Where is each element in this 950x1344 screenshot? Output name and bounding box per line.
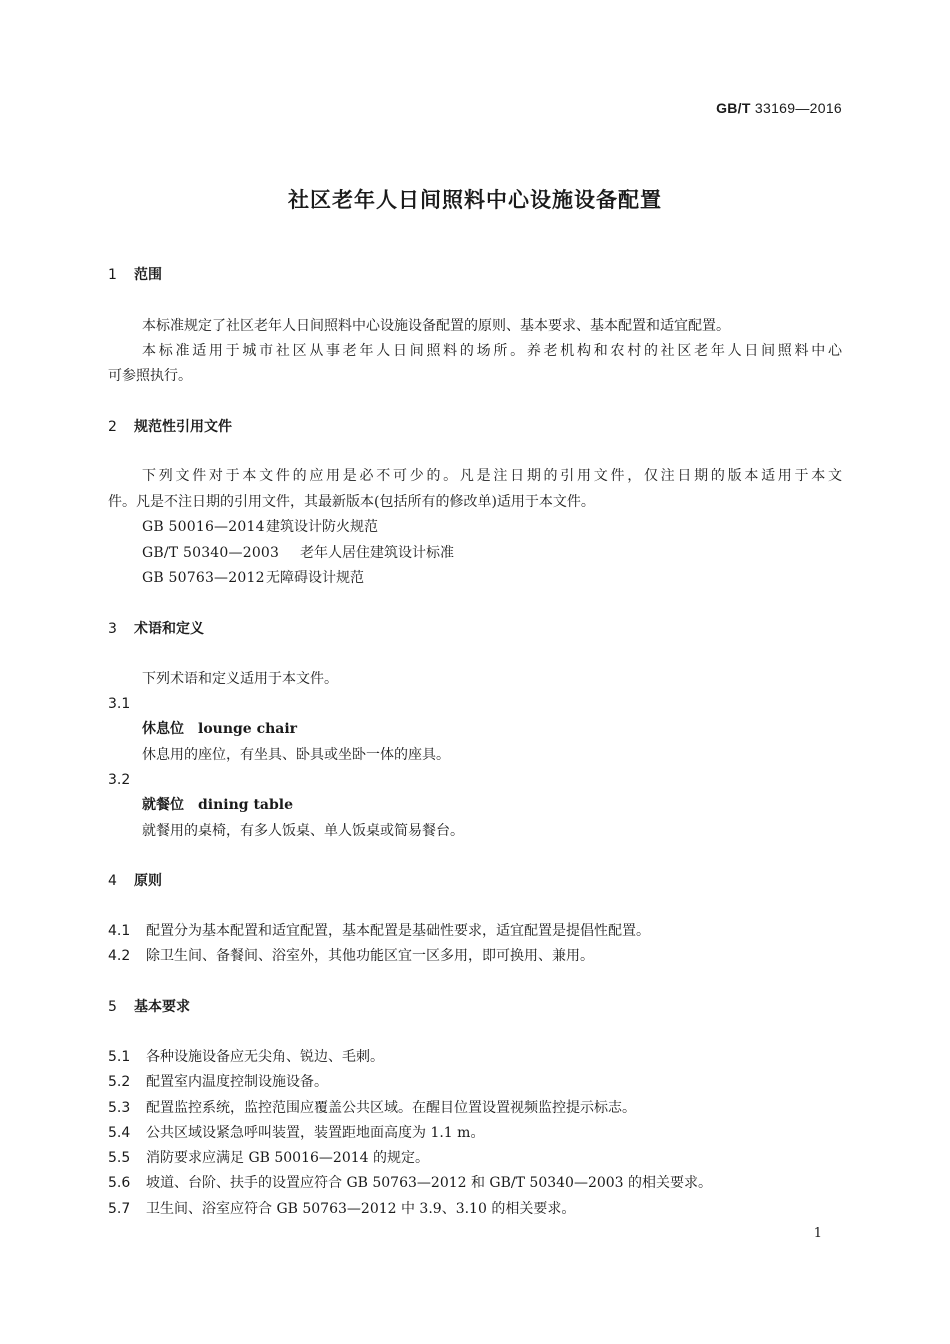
section-number: 3: [108, 621, 117, 637]
page-number: 1: [813, 1226, 822, 1241]
clause-text: 配置室内温度控制设施设备。: [146, 1074, 328, 1090]
reference-code: GB 50016—2014: [142, 519, 265, 535]
term-name: 就餐位: [142, 797, 184, 813]
section-number: 1: [108, 267, 117, 283]
clause-number: 5.7: [108, 1201, 131, 1217]
clause-number: 5.6: [108, 1175, 131, 1191]
clause-text: 配置监控系统，监控范围应覆盖公共区域。在醒目位置设置视频监控提示标志。: [146, 1100, 636, 1116]
clause-text: 配置分为基本配置和适宜配置，基本配置是基础性要求，适宜配置是提倡性配置。: [146, 923, 650, 939]
section-title: 基本要求: [134, 999, 190, 1015]
reference-code: GB/T 50340—2003: [142, 545, 280, 561]
paragraph: 下列文件对于本文件的应用是必不可少的。凡是注日期的引用文件，仅注日期的版本适用于本文: [142, 468, 842, 484]
term-english: lounge chair: [198, 721, 298, 737]
clause-number: 5.5: [108, 1150, 131, 1166]
reference-name: 老年人居住建筑设计标准: [300, 545, 454, 561]
clause: [108, 1073, 848, 1091]
term-name: 休息位: [142, 721, 184, 737]
term-english: dining table: [198, 797, 293, 813]
clause-text: 公共区域设紧急呼叫装置，装置距地面高度为 1.1 m。: [146, 1125, 485, 1141]
clause-text: 各种设施设备应无尖角、锐边、毛刺。: [146, 1049, 384, 1065]
reference-code: GB 50763—2012: [142, 570, 265, 586]
paragraph: 本标准适用于城市社区从事老年人日间照料的场所。养老机构和农村的社区老年人日间照料中心: [142, 343, 842, 359]
section-1-heading: [108, 266, 848, 284]
term-entry: [142, 720, 882, 738]
normative-reference: [142, 569, 882, 587]
paragraph: 下列术语和定义适用于本文件。: [142, 671, 338, 687]
clause: [108, 947, 848, 965]
clause-text: 除卫生间、备餐间、浴室外，其他功能区宜一区多用，即可换用、兼用。: [146, 948, 594, 964]
section-title: 规范性引用文件: [134, 419, 232, 435]
paragraph-continuation: 可参照执行。: [108, 368, 192, 384]
section-3-heading: [108, 620, 848, 638]
clause: [108, 1149, 848, 1167]
clause: [108, 922, 848, 940]
section-title: 术语和定义: [134, 621, 204, 637]
section-title: 原则: [134, 873, 162, 889]
term-definition: 休息用的座位，有坐具、卧具或坐卧一体的座具。: [142, 747, 450, 763]
clause-number: 5.2: [108, 1074, 131, 1090]
term-number: 3.2: [108, 772, 131, 788]
clause: [108, 1048, 848, 1066]
section-number: 5: [108, 999, 117, 1015]
reference-name: 建筑设计防火规范: [266, 519, 378, 535]
section-title: 范围: [134, 267, 162, 283]
standard-prefix: GB/T: [716, 100, 751, 116]
clause-number: 5.3: [108, 1100, 131, 1116]
term-definition: 就餐用的桌椅，有多人饭桌、单人饭桌或简易餐台。: [142, 823, 464, 839]
reference-name: 无障碍设计规范: [266, 570, 364, 586]
term-entry: [142, 796, 882, 814]
section-2-heading: [108, 418, 848, 436]
clause-text: 消防要求应满足 GB 50016—2014 的规定。: [146, 1150, 429, 1166]
section-5-heading: [108, 998, 848, 1016]
clause-text: 坡道、台阶、扶手的设置应符合 GB 50763—2012 和 GB/T 50340—2003 的相关要求。: [146, 1175, 713, 1191]
clause: [108, 1099, 848, 1117]
normative-reference: [142, 544, 882, 562]
document-title: 社区老年人日间照料中心设施设备配置: [288, 188, 662, 212]
clause: [108, 1174, 848, 1192]
standard-number: 33169—2016: [754, 100, 842, 116]
clause-text: 卫生间、浴室应符合 GB 50763—2012 中 3.9、3.10 的相关要求。: [146, 1201, 576, 1217]
clause-number: 5.4: [108, 1125, 131, 1141]
standard-code: [716, 100, 842, 116]
paragraph: 本标准规定了社区老年人日间照料中心设施设备配置的原则、基本要求、基本配置和适宜配置。: [142, 318, 730, 334]
clause-number: 4.2: [108, 948, 131, 964]
section-number: 2: [108, 419, 117, 435]
section-number: 4: [108, 873, 117, 889]
paragraph-continuation: 件。凡是不注日期的引用文件，其最新版本(包括所有的修改单)适用于本文件。: [108, 494, 595, 510]
normative-reference: [142, 518, 882, 536]
clause: [108, 1200, 848, 1218]
clause-number: 4.1: [108, 923, 131, 939]
section-4-heading: [108, 872, 848, 890]
term-number: 3.1: [108, 696, 131, 712]
clause: [108, 1124, 848, 1142]
clause-number: 5.1: [108, 1049, 131, 1065]
